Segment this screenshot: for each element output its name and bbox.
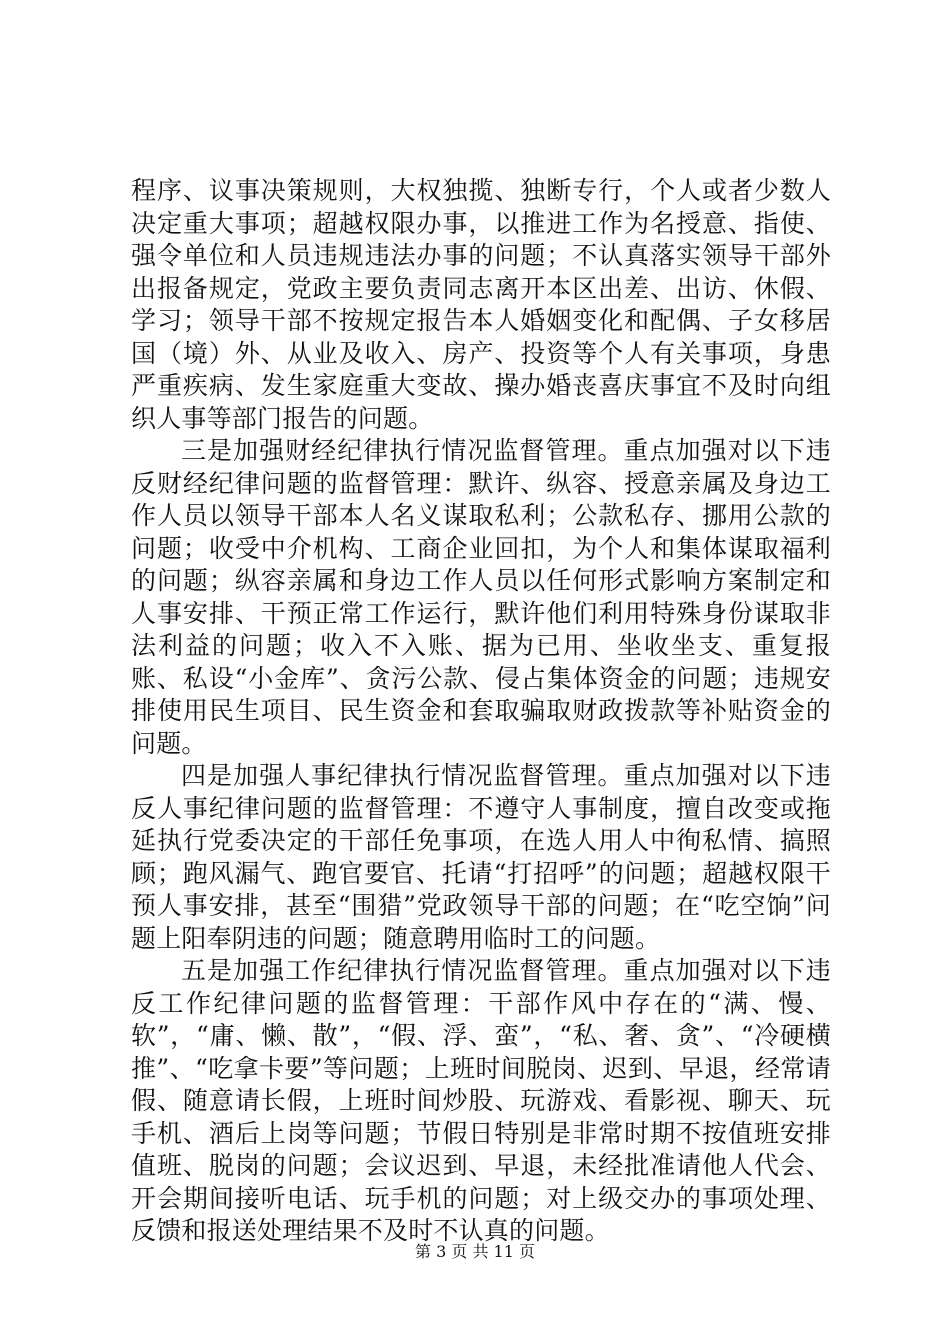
paragraph-continuation: 程序、议事决策规则，大权独揽、独断专行，个人或者少数人决定重大事项；超越权限办事，以推进工作为名授意、指使、强令单位和人员违规违法办事的问题；不认真落实领导干部外出报备规定，党政主要负责同志离开本区出差、出访、休假、学习；领导干部不按规定报告本人婚姻变化和配偶、子女移居国（境）外、从业及收入、房产、投资等个人有关事项，身患严重疾病、发生家庭重大变故、操办婚丧喜庆事宜不及时向组织人事等部门报告的问题。 [131, 176, 831, 433]
paragraph-personnel-discipline: 四是加强人事纪律执行情况监督管理。重点加强对以下违反人事纪律问题的监督管理：不遵守人事制度，擅自改变或拖延执行党委决定的干部任免事项，在选人用人中徇私情、搞照顾；跑风漏气、跑官要官、托请“打招呼”的问题；超越权限干预人事安排，甚至“围猎”党政领导干部的问题；在“吃空饷”问题上阳奉阴违的问题；随意聘用临时工的问题。 [131, 761, 831, 953]
document-body [131, 175, 831, 1248]
paragraph-work-discipline: 五是加强工作纪律执行情况监督管理。重点加强对以下违反工作纪律问题的监督管理：干部作风中存在的“满、慢、软”，“庸、懒、散”，“假、浮、蛮”，“私、奢、贪”、“冷硬横推”、“吃拿卡要”等问题；上班时间脱岗、迟到、早退，经常请假、随意请长假，上班时间炒股、玩游戏、看影视、聊天、玩手机、酒后上岗等问题；节假日特别是非常时期不按值班安排值班、脱岗的问题；会议迟到、早退，未经批准请他人代会、开会期间接听电话、玩手机的问题；对上级交办的事项处理、反馈和报送处理结果不及时不认真的问题。 [131, 956, 831, 1245]
paragraph-financial-discipline: 三是加强财经纪律执行情况监督管理。重点加强对以下违反财经纪律问题的监督管理：默许、纵容、授意亲属及身边工作人员以领导干部本人名义谋取私利；公款私存、挪用公款的问题；收受中介机构、工商企业回扣，为个人和集体谋取福利的问题；纵容亲属和身边工作人员以任何形式影响方案制定和人事安排、干预正常工作运行，默许他们利用特殊身份谋取非法利益的问题；收入不入账、据为已用、坐收坐支、重复报账、私设“小金库”、贪污公款、侵占集体资金的问题；违规安排使用民生项目、民生资金和套取骗取财政拨款等补贴资金的问题。 [131, 436, 831, 758]
page-number-footer: 第 3 页 共 11 页 [415, 1242, 535, 1261]
